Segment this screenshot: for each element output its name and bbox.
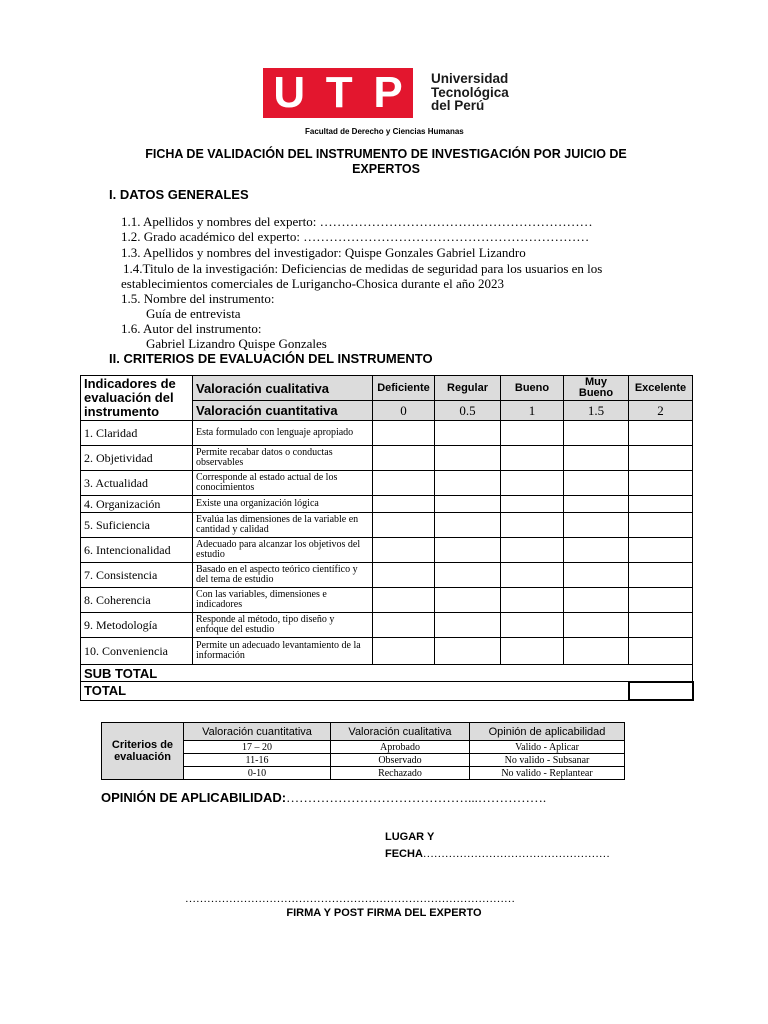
level-value: 2 xyxy=(629,401,693,421)
indicator-description: Corresponde al estado actual de los conocimientos xyxy=(193,471,373,496)
score-cell[interactable] xyxy=(501,513,564,538)
research-title-line-cont: establecimientos comerciales de Lurigancho-Chosica durante el año 2023 xyxy=(121,276,504,291)
score-cell[interactable] xyxy=(373,496,435,513)
level-header: Excelente xyxy=(629,376,693,401)
subtotal-label: SUB TOTAL xyxy=(81,665,693,682)
score-cell[interactable] xyxy=(435,638,501,665)
level-value: 0.5 xyxy=(435,401,501,421)
indicator-description: Con las variables, dimensiones e indicadores xyxy=(193,588,373,613)
score-cell[interactable] xyxy=(435,538,501,563)
score-cell[interactable] xyxy=(564,538,629,563)
title-line: EXPERTOS xyxy=(352,162,420,176)
table-row xyxy=(81,638,693,665)
eval-cell: 0-10 xyxy=(184,767,331,780)
score-cell[interactable] xyxy=(501,538,564,563)
score-cell[interactable] xyxy=(501,588,564,613)
indicator-description: Esta formulado con lenguaje apropiado xyxy=(193,421,373,446)
score-cell[interactable] xyxy=(564,513,629,538)
score-cell[interactable] xyxy=(373,421,435,446)
eval-header: Valoración cualitativa xyxy=(331,723,470,741)
instrument-author-line: 1.6. Autor del instrumento: xyxy=(121,321,262,336)
table-row xyxy=(81,446,693,471)
indicator-description: Permite recabar datos o conductas observables xyxy=(193,446,373,471)
score-cell[interactable] xyxy=(629,496,693,513)
opinion-label: OPINIÓN DE APLICABILIDAD: xyxy=(101,790,287,805)
instrument-name-value: Guía de entrevista xyxy=(146,306,241,321)
score-cell[interactable] xyxy=(501,446,564,471)
indicator-name: 9. Metodología xyxy=(81,613,193,638)
score-cell[interactable] xyxy=(564,613,629,638)
score-cell[interactable] xyxy=(564,471,629,496)
indicator-description: Adecuado para alcanzar los objetivos del estudio xyxy=(193,538,373,563)
section-criteria-heading: II. CRITERIOS DE EVALUACIÓN DEL INSTRUMENTO xyxy=(109,351,433,366)
logo-letter: U xyxy=(273,68,306,117)
score-cell[interactable] xyxy=(373,538,435,563)
score-cell[interactable] xyxy=(373,471,435,496)
indicator-name: 3. Actualidad xyxy=(81,471,193,496)
score-cell[interactable] xyxy=(501,421,564,446)
instrument-author-value: Gabriel Lizandro Quispe Gonzales xyxy=(146,336,327,351)
score-cell[interactable] xyxy=(564,563,629,588)
score-cell[interactable] xyxy=(629,638,693,665)
indicators-header: Indicadores de evaluación del instrumento xyxy=(81,376,193,421)
indicator-name: 10. Conveniencia xyxy=(81,638,193,665)
score-cell[interactable] xyxy=(564,588,629,613)
date-label: FECHA xyxy=(385,848,423,860)
score-cell[interactable] xyxy=(564,421,629,446)
eval-cell: Aprobado xyxy=(331,741,470,754)
total-label: TOTAL xyxy=(81,682,629,700)
indicator-name: 6. Intencionalidad xyxy=(81,538,193,563)
instrument-name-line: 1.5. Nombre del instrumento: xyxy=(121,291,275,306)
qualitative-header: Valoración cualitativa xyxy=(193,376,373,401)
eval-cell: Rechazado xyxy=(331,767,470,780)
subtotal-row xyxy=(81,665,693,682)
score-cell[interactable] xyxy=(564,638,629,665)
eval-cell: No valido - Replantear xyxy=(470,767,625,780)
score-cell[interactable] xyxy=(373,446,435,471)
table-row xyxy=(81,613,693,638)
opinion-line xyxy=(101,790,546,806)
eval-header: Opinión de aplicabilidad xyxy=(470,723,625,741)
eval-cell: Observado xyxy=(331,754,470,767)
score-cell[interactable] xyxy=(435,563,501,588)
document-title xyxy=(100,147,672,177)
date-dots[interactable]: …………………………………………… xyxy=(422,848,610,860)
section-general-data-heading: I. DATOS GENERALES xyxy=(109,187,249,202)
score-cell[interactable] xyxy=(501,496,564,513)
table-row xyxy=(81,421,693,446)
logo-letter: T xyxy=(325,68,353,117)
score-cell[interactable] xyxy=(629,471,693,496)
level-value: 1.5 xyxy=(564,401,629,421)
score-cell[interactable] xyxy=(629,513,693,538)
score-cell[interactable] xyxy=(435,421,501,446)
place-label: LUGAR Y xyxy=(385,831,435,843)
logo-letter: P xyxy=(373,68,403,117)
indicator-description: Permite un adecuado levantamiento de la información xyxy=(193,638,373,665)
evaluation-criteria-label: Criterios de evaluación xyxy=(102,723,184,780)
indicator-name: 7. Consistencia xyxy=(81,563,193,588)
indicator-name: 2. Objetividad xyxy=(81,446,193,471)
opinion-dots[interactable]: ……………………………………...……………. xyxy=(286,790,547,805)
score-cell[interactable] xyxy=(373,638,435,665)
indicator-name: 8. Coherencia xyxy=(81,588,193,613)
total-row xyxy=(81,682,693,700)
score-cell[interactable] xyxy=(435,588,501,613)
table-row xyxy=(81,496,693,513)
indicator-description: Responde al método, tipo diseño y enfoque del estudio xyxy=(193,613,373,638)
indicator-name: 1. Claridad xyxy=(81,421,193,446)
university-name-line: Universidad xyxy=(431,71,509,86)
table-row xyxy=(81,588,693,613)
eval-cell: 11-16 xyxy=(184,754,331,767)
eval-header: Valoración cuantitativa xyxy=(184,723,331,741)
total-value-cell[interactable] xyxy=(629,682,693,700)
signature-label: FIRMA Y POST FIRMA DEL EXPERTO xyxy=(286,907,482,919)
faculty-name: Facultad de Derecho y Ciencias Humanas xyxy=(305,127,464,136)
title-line: FICHA DE VALIDACIÓN DEL INSTRUMENTO DE INVESTIGACIÓN POR JUICIO DE xyxy=(145,147,627,161)
score-cell[interactable] xyxy=(373,613,435,638)
evaluation-criteria-table xyxy=(101,722,625,780)
indicator-description: Basado en el aspecto teórico científico y del tema de estudio xyxy=(193,563,373,588)
place-date-block xyxy=(385,829,610,863)
signature-line[interactable]: ……………………………………………………………………………… xyxy=(185,893,515,905)
score-cell[interactable] xyxy=(629,613,693,638)
researcher-name-line: 1.3. Apellidos y nombres del investigador: Quispe Gonzales Gabriel Lizandro xyxy=(121,245,526,260)
table-row xyxy=(81,471,693,496)
score-cell[interactable] xyxy=(435,496,501,513)
score-cell[interactable] xyxy=(629,538,693,563)
score-cell[interactable] xyxy=(435,471,501,496)
indicator-description: Existe una organización lógica xyxy=(193,496,373,513)
score-cell[interactable] xyxy=(501,563,564,588)
university-name xyxy=(431,72,509,113)
level-value: 0 xyxy=(373,401,435,421)
score-cell[interactable] xyxy=(373,513,435,538)
expert-name-line: 1.1. Apellidos y nombres del experto: ……………………………………………………… xyxy=(121,214,593,229)
score-cell[interactable] xyxy=(629,563,693,588)
score-cell[interactable] xyxy=(435,446,501,471)
eval-cell: Valido - Aplicar xyxy=(470,741,625,754)
table-row xyxy=(81,513,693,538)
indicator-name: 4. Organización xyxy=(81,496,193,513)
score-cell[interactable] xyxy=(629,446,693,471)
level-header: Muy Bueno xyxy=(564,376,629,401)
score-cell[interactable] xyxy=(373,563,435,588)
score-cell[interactable] xyxy=(629,588,693,613)
score-cell[interactable] xyxy=(564,446,629,471)
university-name-line: Tecnológica xyxy=(431,84,509,100)
utp-logo xyxy=(263,68,413,118)
indicator-description: Evalúa las dimensiones de la variable en cantidad y calidad xyxy=(193,513,373,538)
score-cell[interactable] xyxy=(373,588,435,613)
score-cell[interactable] xyxy=(501,471,564,496)
table-row xyxy=(81,538,693,563)
level-header: Deficiente xyxy=(373,376,435,401)
level-value: 1 xyxy=(501,401,564,421)
quantitative-header: Valoración cuantitativa xyxy=(193,401,373,421)
score-cell[interactable] xyxy=(501,613,564,638)
table-row xyxy=(81,563,693,588)
indicator-name: 5. Suficiencia xyxy=(81,513,193,538)
level-header: Regular xyxy=(435,376,501,401)
eval-cell: No valido - Subsanar xyxy=(470,754,625,767)
score-cell[interactable] xyxy=(435,613,501,638)
score-cell[interactable] xyxy=(629,421,693,446)
level-header: Bueno xyxy=(501,376,564,401)
research-title-line: 1.4.Titulo de la investigación: Deficiencias de medidas de seguridad para los usuarios en los xyxy=(123,261,603,276)
university-name-line: del Perú xyxy=(431,98,485,113)
expert-degree-line: 1.2. Grado académico del experto: ………………………………………………………… xyxy=(121,229,590,244)
score-cell[interactable] xyxy=(564,496,629,513)
criteria-table xyxy=(80,375,694,701)
score-cell[interactable] xyxy=(435,513,501,538)
score-cell[interactable] xyxy=(501,638,564,665)
eval-cell: 17 – 20 xyxy=(184,741,331,754)
